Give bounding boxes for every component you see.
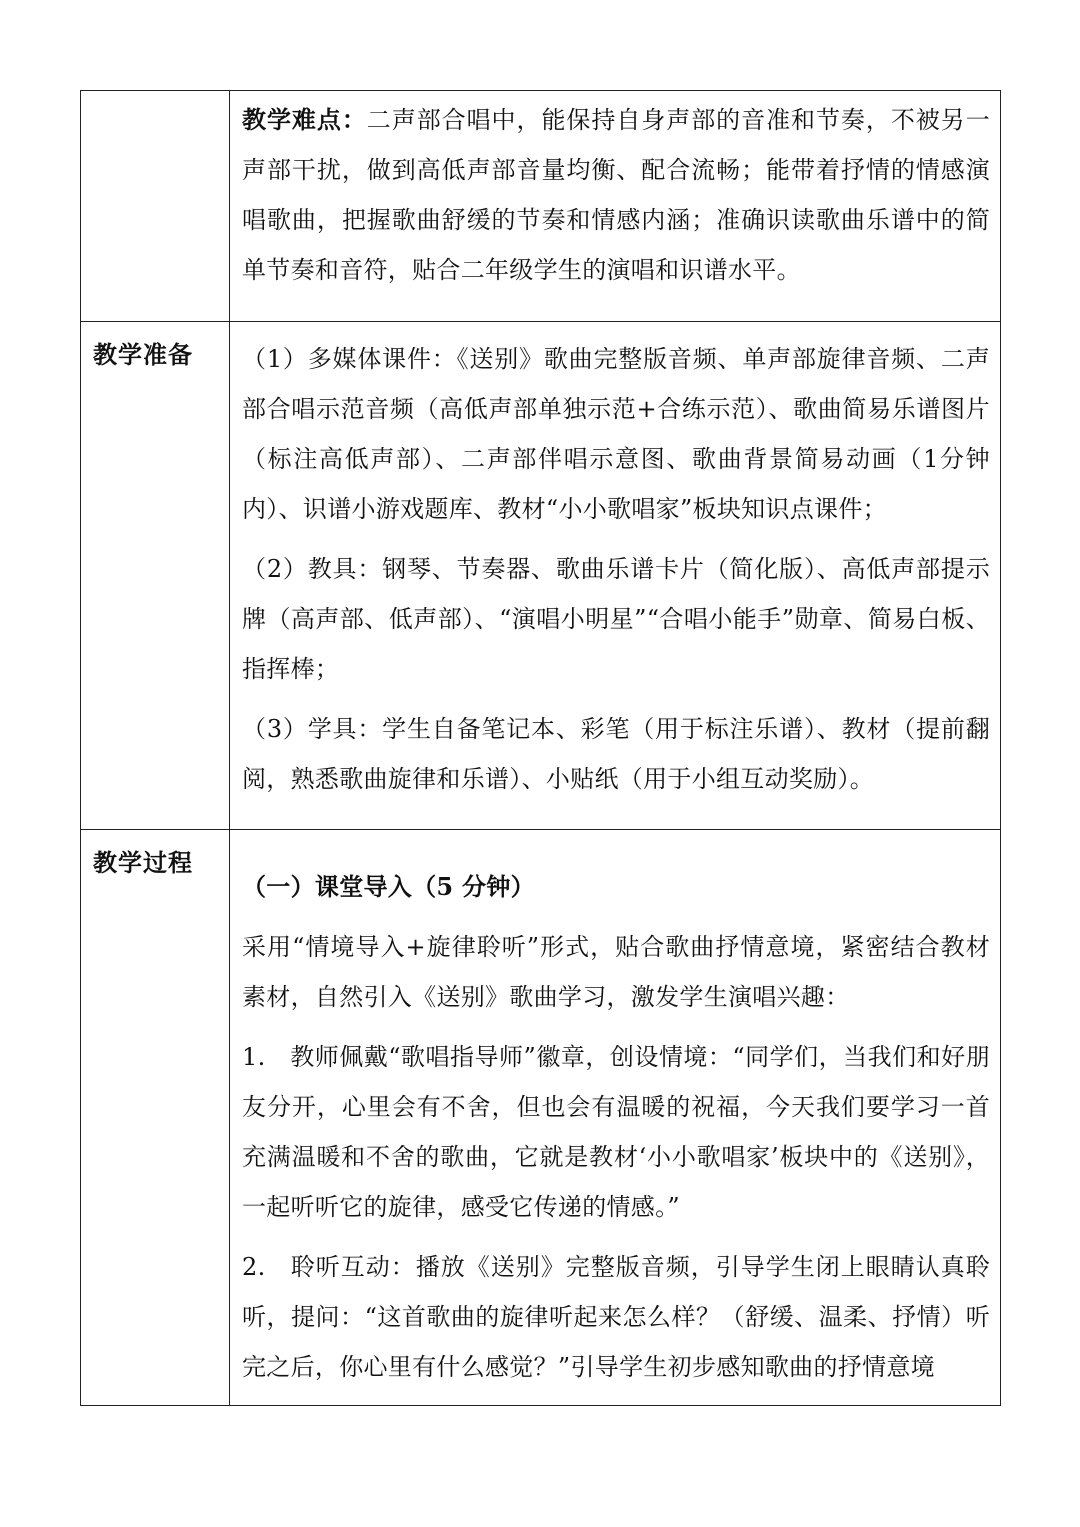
label-cell-process	[81, 830, 230, 1406]
content-cell-difficulty	[230, 91, 1001, 322]
process-intro: 采用“情境导入+旋律聆听”形式，贴合歌曲抒情意境，紧密结合教材素材，自然引入《送别》歌曲学习，激发学生演唱兴趣：	[242, 933, 990, 1011]
lesson-plan-table	[80, 90, 1001, 1406]
difficulty-text: 二声部合唱中，能保持自身声部的音准和节奏，不被另一声部干扰，做到高低声部音量均衡、配合流畅；能带着抒情的情感演唱歌曲，把握歌曲舒缓的节奏和情感内涵；准确识读歌曲乐谱中的简单节奏和音符，贴合二年级学生的演唱和识谱水平。	[242, 106, 991, 284]
table-row-preparation	[81, 322, 1001, 830]
table-row-difficulty	[81, 91, 1001, 322]
preparation-item-2: （2）教具：钢琴、节奏器、歌曲乐谱卡片（简化版）、高低声部提示牌（高声部、低声部）、“演唱小明星”“合唱小能手”勋章、简易白板、指挥棒；	[242, 555, 990, 683]
process-step-1	[242, 1032, 990, 1232]
label-cell-preparation	[81, 322, 230, 830]
step-number: 1.	[242, 1043, 266, 1071]
process-step-2	[242, 1242, 990, 1392]
process-label: 教学过程	[93, 848, 193, 877]
preparation-label: 教学准备	[93, 340, 193, 369]
difficulty-title: 教学难点：	[242, 105, 367, 134]
table-row-process	[81, 830, 1001, 1406]
preparation-item-3: （3）学具：学生自备笔记本、彩笔（用于标注乐谱）、教材（提前翻阅，熟悉歌曲旋律和乐谱）、小贴纸（用于小组互动奖励）。	[242, 715, 990, 793]
step-text: 教师佩戴“歌唱指导师”徽章，创设情境：“同学们，当我们和好朋友分开，心里会有不舍，但也会有温暖的祝福，今天我们要学习一首充满温暖和不舍的歌曲，它就是教材‘小小歌唱家’板块中的《送别》，一起听听它的旋律，感受它传递的情感。”	[242, 1043, 990, 1221]
preparation-item-1: （1）多媒体课件：《送别》歌曲完整版音频、单声部旋律音频、二声部合唱示范音频（高低声部单独示范+合练示范）、歌曲简易乐谱图片（标注高低声部）、二声部伴唱示意图、歌曲背景简易动画（1分钟内）、识谱小游戏题库、教材“小小歌唱家”板块知识点课件；	[242, 345, 990, 523]
process-section-title: （一）课堂导入（5 分钟）	[242, 872, 535, 901]
content-cell-process	[230, 830, 1001, 1406]
label-cell-empty	[81, 91, 230, 322]
content-cell-preparation	[230, 322, 1001, 830]
step-number: 2.	[242, 1253, 266, 1281]
step-text: 聆听互动：播放《送别》完整版音频，引导学生闭上眼睛认真聆听，提问：“这首歌曲的旋律听起来怎么样？（舒缓、温柔、抒情）听完之后，你心里有什么感觉？”引导学生初步感知歌曲的抒情意境	[242, 1253, 990, 1381]
difficulty-paragraph	[242, 95, 990, 295]
